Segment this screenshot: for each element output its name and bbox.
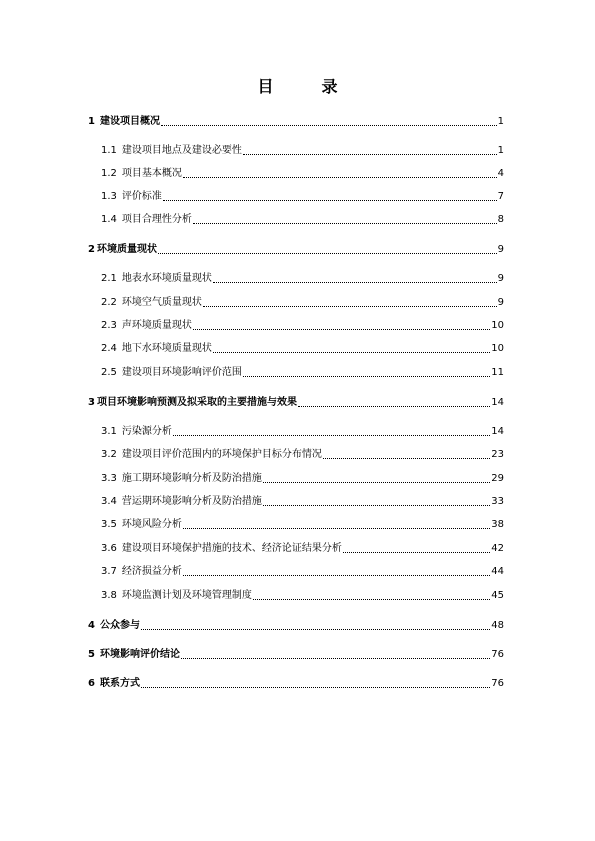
dot-leader (203, 296, 497, 310)
dot-leader (343, 542, 490, 556)
toc-entry[interactable] (101, 296, 504, 310)
toc-entry-number: 1 (88, 116, 95, 127)
toc-entry-label: 建设项目环境保护措施的技术、经济论证结果分析 (121, 543, 342, 554)
dot-leader (253, 589, 490, 603)
toc-entry-page-number: 9 (497, 273, 504, 284)
toc-entry-label: 项目环境影响预测及拟采取的主要措施与效果 (96, 397, 297, 408)
dot-leader (158, 243, 497, 257)
toc-entry-number: 3 (88, 397, 95, 408)
toc-entry-number: 2.3 (101, 320, 117, 331)
dot-leader (213, 272, 497, 286)
dot-leader (243, 366, 490, 380)
toc-entry-page-number: 1 (497, 116, 504, 127)
toc-entry-label: 环境影响评价结论 (99, 649, 180, 660)
toc-entry[interactable] (101, 425, 504, 439)
toc-entry-label: 联系方式 (99, 678, 140, 689)
toc-entry-page-number: 42 (491, 543, 504, 554)
toc-entry-page-number: 38 (491, 519, 504, 530)
toc-entry-label: 建设项目环境影响评价范围 (121, 367, 242, 378)
dot-leader (213, 342, 490, 356)
toc-entry[interactable] (88, 115, 504, 129)
toc-entry-page-number: 76 (491, 678, 504, 689)
toc-entry-label: 声环境质量现状 (121, 320, 192, 331)
dot-leader (141, 677, 490, 691)
toc-entry-page-number: 14 (491, 397, 504, 408)
toc-entry[interactable] (101, 542, 504, 556)
toc-entry-page-number: 29 (491, 473, 504, 484)
toc-entry[interactable] (101, 190, 504, 204)
toc-entry[interactable] (101, 448, 504, 462)
toc-entry-number: 1.4 (101, 214, 117, 225)
toc-entry-number: 2.1 (101, 273, 117, 284)
toc-entry-number: 3.7 (101, 566, 117, 577)
toc-entry-label: 污染源分析 (121, 426, 172, 437)
toc-entry[interactable] (101, 366, 504, 380)
toc-entry-label: 环境质量现状 (96, 244, 157, 255)
dot-leader (183, 167, 497, 181)
toc-entry[interactable] (88, 396, 504, 410)
toc-entry-number: 3.5 (101, 519, 117, 530)
toc-entry-number: 2 (88, 244, 95, 255)
toc-entry-number: 3.3 (101, 473, 117, 484)
toc-entry-page-number: 9 (497, 297, 504, 308)
toc-entry-label: 营运期环境影响分析及防治措施 (121, 496, 262, 507)
toc-entry-label: 地表水环境质量现状 (121, 273, 212, 284)
toc-entry-number: 2.2 (101, 297, 117, 308)
toc-entry-number: 2.5 (101, 367, 117, 378)
toc-entry-label: 项目合理性分析 (121, 214, 192, 225)
toc-entry-page-number: 7 (497, 191, 504, 202)
toc-entry-number: 3.2 (101, 449, 117, 460)
toc-entry[interactable] (101, 272, 504, 286)
dot-leader (193, 213, 497, 227)
toc-entry[interactable] (101, 589, 504, 603)
toc-entry-page-number: 45 (491, 590, 504, 601)
toc-entry-page-number: 23 (491, 449, 504, 460)
toc-entry[interactable] (101, 319, 504, 333)
toc-entry-label: 地下水环境质量现状 (121, 343, 212, 354)
toc-entry-label: 公众参与 (99, 620, 140, 631)
toc-entry-label: 经济损益分析 (121, 566, 182, 577)
dot-leader (141, 619, 490, 633)
toc-entry-number: 1.2 (101, 168, 117, 179)
toc-entry-number: 2.4 (101, 343, 117, 354)
page-title: 目 录 (257, 77, 354, 96)
toc-entry[interactable] (101, 472, 504, 486)
toc-entry-label: 建设项目地点及建设必要性 (121, 145, 242, 156)
toc-entry[interactable] (101, 518, 504, 532)
toc-entry-number: 1.3 (101, 191, 117, 202)
dot-leader (323, 448, 490, 462)
toc-entry-page-number: 48 (491, 620, 504, 631)
toc-entry[interactable] (88, 243, 504, 257)
toc-entry-label: 环境空气质量现状 (121, 297, 202, 308)
dot-leader (163, 190, 497, 204)
toc-entry-number: 4 (88, 620, 95, 631)
toc-entry-page-number: 11 (491, 367, 504, 378)
toc-entry-page-number: 10 (491, 343, 504, 354)
toc-entry-page-number: 10 (491, 320, 504, 331)
toc-entry[interactable] (101, 342, 504, 356)
dot-leader (173, 425, 490, 439)
dot-leader (193, 319, 490, 333)
toc-entry-label: 环境监测计划及环境管理制度 (121, 590, 252, 601)
dot-leader (181, 648, 490, 662)
toc-entry-page-number: 1 (497, 145, 504, 156)
toc-entry[interactable] (88, 619, 504, 633)
toc-entry-label: 项目基本概况 (121, 168, 182, 179)
toc-entry-page-number: 76 (491, 649, 504, 660)
dot-leader (161, 115, 497, 129)
toc-entry-number: 1.1 (101, 145, 117, 156)
dot-leader (298, 396, 490, 410)
toc-entry-page-number: 14 (491, 426, 504, 437)
toc-entry[interactable] (101, 167, 504, 181)
toc-entry[interactable] (101, 213, 504, 227)
toc-entry[interactable] (101, 144, 504, 158)
toc-entry-number: 5 (88, 649, 95, 660)
toc-entry-page-number: 33 (491, 496, 504, 507)
toc-entry[interactable] (88, 648, 504, 662)
toc-entry-label: 建设项目概况 (99, 116, 160, 127)
toc-entry-label: 建设项目评价范围内的环境保护目标分布情况 (121, 449, 322, 460)
toc-entry-label: 施工期环境影响分析及防治措施 (121, 473, 262, 484)
toc-entry-page-number: 8 (497, 214, 504, 225)
dot-leader (243, 144, 497, 158)
dot-leader (263, 472, 490, 486)
toc-entry[interactable] (101, 495, 504, 509)
toc-entry-page-number: 9 (497, 244, 504, 255)
toc-entry-number: 3.6 (101, 543, 117, 554)
toc-entry-number: 3.8 (101, 590, 117, 601)
toc-entry-number: 6 (88, 678, 95, 689)
toc-entry-label: 环境风险分析 (121, 519, 182, 530)
dot-leader (183, 565, 490, 579)
toc-entry-page-number: 4 (497, 168, 504, 179)
toc-entry[interactable] (88, 677, 504, 691)
toc-entry-number: 3.1 (101, 426, 117, 437)
toc-entry-page-number: 44 (491, 566, 504, 577)
dot-leader (263, 495, 490, 509)
dot-leader (183, 518, 490, 532)
toc-entry[interactable] (101, 565, 504, 579)
toc-entry-label: 评价标准 (121, 191, 162, 202)
toc-entry-number: 3.4 (101, 496, 117, 507)
